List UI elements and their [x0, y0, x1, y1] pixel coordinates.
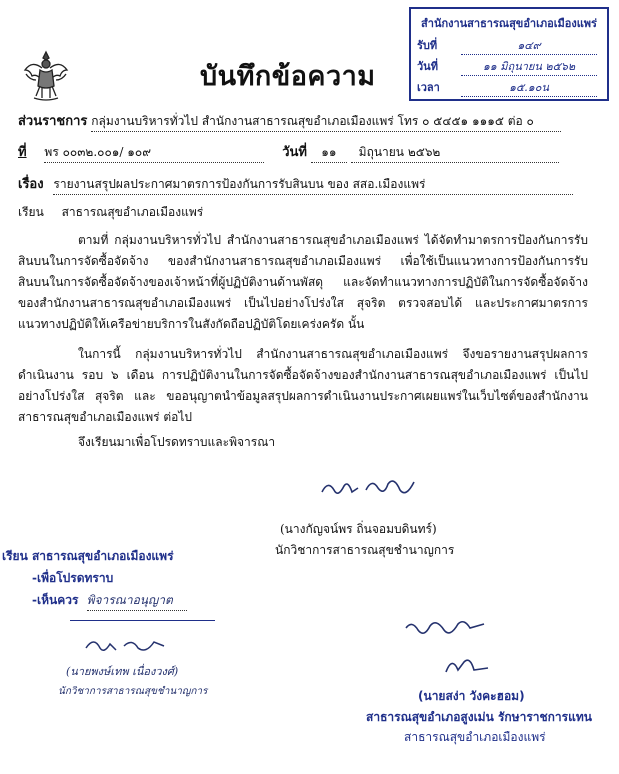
paragraph-1-text: ตามที่ กลุ่มงานบริหารทั่วไป สำนักงานสาธารณสุขอำเภอเมืองแพร่ ได้จัดทำมาตรการป้องกันการรับสินบนในการจัดซื้อจัดจ้าง ของสำนักงานสาธารณสุขอำเภอเมืองแพร่ เพื่อใช้เป็นแนวทางการป้องกันการรับสินบนในการจัดซื้อจัดจ้างของเจ้าหน้าที่ผู้ปฏิบัติงานด้านพัสดุ และจัดทำแนวทางการปฏิบัติในการจัดซื้อจัดจ้างของสำนักงานสาธารณสุขอำเภอเมืองแพร่ เป็นไปอย่างโปร่งใส สุจริต ตรวจสอบได้ และประกาศมาตรการแนวทางปฏิบัติให้เครือข่ายบริการในสังกัดถือปฏิบัติโดยเคร่งครัด นั้น — [18, 233, 588, 331]
stamp-time: ๑๕.๑๐น — [461, 78, 597, 97]
reviewer-signature — [80, 630, 170, 660]
agency-label: ส่วนราชการ — [18, 114, 88, 129]
garuda-emblem — [22, 48, 70, 104]
endorsement-item-2-label: -เห็นควร — [32, 593, 79, 607]
stamp-received-label: รับที่ — [417, 39, 438, 52]
signer-position: นักวิชาการสาธารณสุขชำนาญการ — [275, 543, 455, 557]
date-day: ๑๑ — [311, 143, 347, 163]
reference-number: พร ๐๐๓๒.๐๐๑/ ๑๐๙ — [44, 143, 264, 163]
endorsement-item-2 — [32, 591, 187, 611]
stamp-received-no: ๑๔๙ — [461, 36, 597, 55]
reviewer-name: (นายพงษ์เทพ เนื่องวงศ์) — [66, 665, 179, 678]
closing-text: จึงเรียนมาเพื่อโปรดทราบและพิจารณา — [78, 435, 276, 449]
closing-line — [18, 432, 588, 453]
approver-name: (นายสง่า วังคะฮอม) — [418, 689, 525, 703]
approver-office: สาธารณสุขอำเภอเมืองแพร่ — [404, 730, 546, 744]
subject-line — [18, 173, 573, 195]
stamp-time-label: เวลา — [417, 81, 440, 94]
stamp-date-label: วันที่ — [417, 60, 438, 73]
subject-text: รายงานสรุปผลประกาศมาตรการป้องกันการรับสินบน ของ สสอ.เมืองแพร่ — [53, 175, 573, 195]
date-month-year: มิถุนายน ๒๕๖๒ — [351, 143, 559, 163]
endorsement-to: เรียน สาธารณสุขอำเภอเมืองแพร่ — [2, 549, 174, 563]
endorsement-divider — [70, 620, 215, 621]
to-line — [18, 203, 203, 222]
reference-label: ที่ — [18, 145, 27, 160]
endorsement-item-1: -เพื่อโปรดทราบ — [32, 571, 114, 585]
signer-signature — [318, 470, 418, 510]
stamp-office: สำนักงานสาธารณสุขอำเภอเมืองแพร่ — [421, 17, 597, 30]
date-label: วันที่ — [282, 145, 307, 160]
endorsement-item-2-handwritten: พิจารณาอนุญาต — [87, 591, 187, 611]
paragraph-2-text: ในการนี้ กลุ่มงานบริหารทั่วไป สำนักงานสาธารณสุขอำเภอเมืองแพร่ จึงขอรายงานสรุปผลการดำเนินงาน รอบ ๖ เดือน การปฏิบัติงานในการจัดซื้อจัดจ้างของสำนักงานสาธารณสุขอำเภอเมืองแพร่ เป็นไปอย่างโปร่งใส สุจริต และ ขออนุญาตนำข้อมูลสรุปผลการดำเนินงานประกาศเผยแพร่ในเว็บไซต์ของสำนักงานสาธารณสุขอำเภอเมืองแพร่ ต่อไป — [18, 347, 588, 424]
body-paragraph-1 — [18, 230, 588, 335]
to-text: สาธารณสุขอำเภอเมืองแพร่ — [61, 205, 204, 219]
stamp-date: ๑๑ มิถุนายน ๒๕๖๒ — [461, 57, 597, 76]
approval-note — [400, 614, 490, 644]
receipt-stamp — [409, 7, 609, 101]
to-label: เรียน — [18, 205, 44, 219]
subject-label: เรื่อง — [18, 177, 44, 192]
signer-name: (นางกัญจน์พร ถิ่นจอมบดินทร์) — [280, 522, 437, 536]
approver-signature — [438, 650, 498, 680]
agency-text: กลุ่มงานบริหารทั่วไป สำนักงานสาธารณสุขอำเภอเมืองแพร่ โทร ๐ ๕๔๕๑ ๑๑๑๕ ต่อ ๐ — [91, 112, 561, 132]
body-paragraph-2 — [18, 344, 588, 428]
document-title: บันทึกข้อความ — [200, 61, 376, 92]
approver-position: สาธารณสุขอำเภอสูงเม่น รักษาราชการแทน — [366, 710, 592, 724]
agency-line — [18, 110, 561, 132]
reference-line — [18, 141, 559, 163]
reviewer-position: นักวิชาการสาธารณสุขชำนาญการ — [58, 686, 208, 697]
